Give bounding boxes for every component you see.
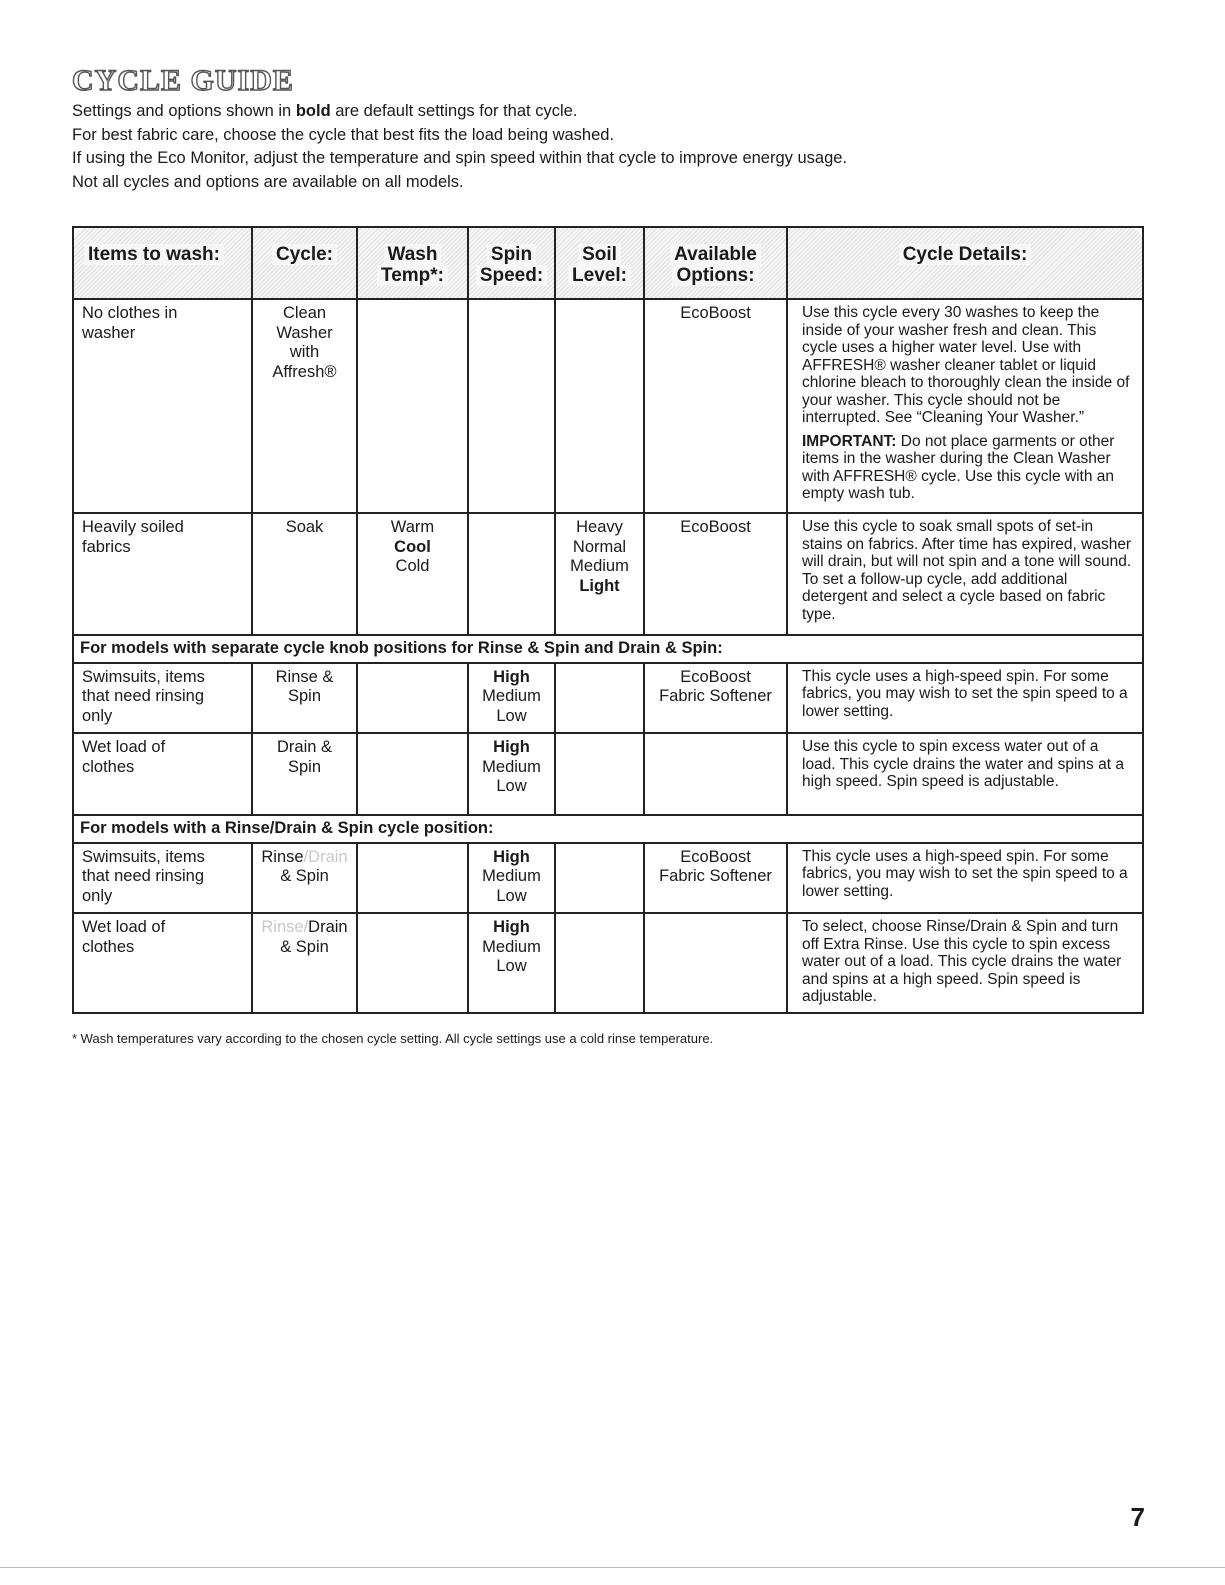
cell-cycle: Drain & Spin xyxy=(252,733,357,815)
cell-items: No clothes in washer xyxy=(73,299,252,513)
cell-options: EcoBoost Fabric Softener xyxy=(644,843,787,914)
header-cycle-details: Cycle Details: xyxy=(787,227,1143,299)
intro-line-1-post: are default settings for that cycle. xyxy=(330,102,578,120)
cell-items: Heavily soiled fabrics xyxy=(73,513,252,635)
intro-line-1-bold: bold xyxy=(295,102,331,120)
cell-soil-level xyxy=(555,299,644,513)
header-row xyxy=(73,227,1143,299)
section-heading: For models with separate cycle knob positions for Rinse & Spin and Drain & Spin: xyxy=(73,635,1143,663)
table-row xyxy=(73,913,1143,1013)
cell-spin-speed: High Medium Low xyxy=(468,843,555,914)
header-soil-level: Soil Level: xyxy=(555,227,644,299)
cell-spin-speed xyxy=(468,299,555,513)
page-edge-rule xyxy=(0,1567,1225,1568)
cell-wash-temp xyxy=(357,299,468,513)
cell-details: This cycle uses a high-speed spin. For some fabrics, you may wish to set the spin speed to a lower setting. xyxy=(787,663,1143,734)
header-items: Items to wash: xyxy=(73,227,252,299)
cell-soil-level xyxy=(555,843,644,914)
cell-spin-speed xyxy=(468,513,555,635)
table-row xyxy=(73,663,1143,734)
table-row xyxy=(73,843,1143,914)
page-number: 7 xyxy=(1130,1502,1145,1532)
cell-options xyxy=(644,913,787,1013)
table-row xyxy=(73,299,1143,513)
cell-options: EcoBoost Fabric Softener xyxy=(644,663,787,734)
cell-items: Swimsuits, items that need rinsing only xyxy=(73,663,252,734)
table-row xyxy=(73,513,1143,635)
cell-options: EcoBoost xyxy=(644,513,787,635)
cycle-guide-table xyxy=(72,226,1144,1014)
cell-details: Use this cycle to spin excess water out of a load. This cycle drains the water and spins at a high speed. Spin speed is adjustable. xyxy=(787,733,1143,815)
cell-wash-temp xyxy=(357,913,468,1013)
cell-details: To select, choose Rinse/Drain & Spin and turn off Extra Rinse. Use this cycle to spin excess water out of a load. This cycle drains the water and spins at a high speed. Spin speed is adjustable. xyxy=(787,913,1143,1013)
cell-cycle: Rinse & Spin xyxy=(252,663,357,734)
cell-spin-speed: High Medium Low xyxy=(468,663,555,734)
cell-options xyxy=(644,733,787,815)
header-cycle: Cycle: xyxy=(252,227,357,299)
cell-wash-temp xyxy=(357,843,468,914)
intro-line-1-pre: Settings and options shown in xyxy=(72,102,296,120)
cell-soil-level xyxy=(555,733,644,815)
intro-line-3: If using the Eco Monitor, adjust the temperature and spin speed within that cycle to improve energy usage. xyxy=(72,149,848,167)
footnote: * Wash temperatures vary according to the chosen cycle setting. All cycle settings use a cold rinse temperature. xyxy=(72,1031,714,1046)
cell-wash-temp xyxy=(357,733,468,815)
intro-line-4: Not all cycles and options are available on all models. xyxy=(72,172,464,191)
cell-options: EcoBoost xyxy=(644,299,787,513)
cell-details: Use this cycle to soak small spots of set-in stains on fabrics. After time has expired, washer will drain, but will not spin and a tone will sound. To set a follow-up cycle, add additional detergent and select a cycle based on fabric type. xyxy=(787,513,1143,635)
cell-soil-level xyxy=(555,913,644,1013)
cell-items: Swimsuits, items that need rinsing only xyxy=(73,843,252,914)
page-title: CYCLE GUIDE xyxy=(72,64,294,97)
cell-items: Wet load of clothes xyxy=(73,733,252,815)
intro-line-1 xyxy=(72,100,847,124)
intro-line-2: For best fabric care, choose the cycle that best fits the load being washed. xyxy=(72,125,615,144)
cell-cycle: Soak xyxy=(252,513,357,635)
cell-spin-speed: High Medium Low xyxy=(468,913,555,1013)
section-row xyxy=(73,815,1143,843)
header-wash-temp: Wash Temp*: xyxy=(357,227,468,299)
details-important: IMPORTANT: Do not place garments or other items in the washer during the Clean Washer with AFFRESH® cycle. Use this cycle with an empty wash tub. xyxy=(802,432,1115,502)
cell-spin-speed: High Medium Low xyxy=(468,733,555,815)
cell-details: This cycle uses a high-speed spin. For some fabrics, you may wish to set the spin speed to a lower setting. xyxy=(787,843,1143,914)
cell-soil-level: Heavy Normal Medium Light xyxy=(555,513,644,635)
cell-details xyxy=(787,299,1143,513)
cell-items: Wet load of clothes xyxy=(73,913,252,1013)
section-heading: For models with a Rinse/Drain & Spin cycle position: xyxy=(73,815,1143,843)
cell-wash-temp: Warm Cool Cold xyxy=(357,513,468,635)
cell-wash-temp xyxy=(357,663,468,734)
cell-cycle: Rinse/Drain & Spin xyxy=(252,843,357,914)
cell-cycle: Rinse/Drain & Spin xyxy=(252,913,357,1013)
header-spin-speed: Spin Speed: xyxy=(468,227,555,299)
section-row xyxy=(73,635,1143,663)
table-row xyxy=(73,733,1143,815)
cell-cycle: Clean Washer with Affresh® xyxy=(252,299,357,513)
details-paragraph: Use this cycle every 30 washes to keep the inside of your washer fresh and clean. This cycle uses a higher water level. Use with AFFRESH® washer cleaner tablet or liquid chlorine bleach to thoroughly clean the inside of your washer. This cycle should not be interrupted. See “Cleaning Your Washer.” xyxy=(802,304,1130,426)
intro-text xyxy=(72,100,847,194)
header-available-options: Available Options: xyxy=(644,227,787,299)
cell-soil-level xyxy=(555,663,644,734)
